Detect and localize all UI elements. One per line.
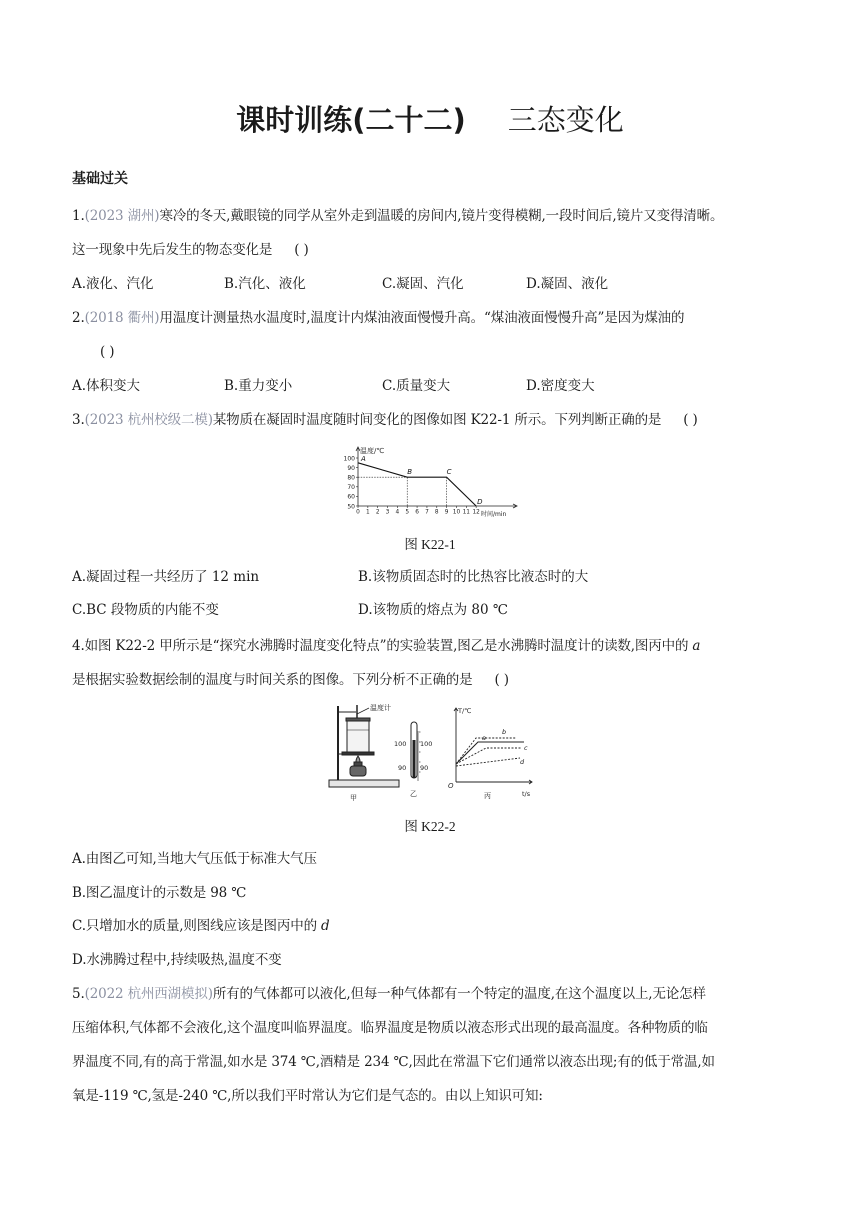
- chart-point-label-b: B: [407, 468, 413, 477]
- chart-y-tick-label: 60: [347, 493, 355, 501]
- temperature-time-graph: [454, 708, 532, 784]
- q1-answer-blank: ( ): [294, 242, 309, 258]
- q3-option-d[interactable]: D.该物质的熔点为 80 ℃: [358, 602, 508, 618]
- chart-series-line: [358, 463, 476, 506]
- chart-x-tick-label: 0: [356, 509, 360, 516]
- wire-gauze: [342, 752, 374, 755]
- therm-tick-100-right: 100: [420, 740, 433, 748]
- curve-c-label: c: [524, 744, 528, 752]
- q5-line1: [72, 984, 706, 1004]
- figure-k22-2-caption: 图 K22-2: [404, 819, 456, 834]
- q4-option-c-var: d: [320, 918, 330, 934]
- q1-line1: [72, 206, 723, 226]
- q1-source: (2023 湖州): [84, 208, 160, 224]
- q5-number: 5.: [72, 986, 85, 1002]
- chart-x-tick-label: 9: [444, 509, 449, 516]
- q1-number: 1.: [72, 208, 85, 224]
- curve-a: [456, 742, 524, 764]
- q3-text: 某物质在凝固时温度随时间变化的图像如图 K22-1 所示。下列判断正确的是: [212, 412, 662, 428]
- curve-a-label: a: [482, 734, 486, 742]
- q3-option-b[interactable]: B.该物质固态时的比热容比液态时的大: [358, 569, 589, 585]
- chart-x-tick-label: 3: [385, 509, 390, 516]
- q5-line4: 氧是-119 ℃,氢是-240 ℃,所以我们平时常认为它们是气态的。由以上知识可知:: [72, 1088, 543, 1104]
- q3-number: 3.: [72, 412, 85, 428]
- chart-x-tick-label: 8: [434, 509, 439, 516]
- q2-text: 用温度计测量热水温度时,温度计内煤油液面慢慢升高。“煤油液面慢慢升高”是因为煤油的: [159, 310, 685, 326]
- alcohol-lamp: [350, 766, 366, 776]
- q2-option-b[interactable]: B.重力变小: [224, 378, 293, 394]
- figure-k22-1-chart: [338, 444, 520, 520]
- q1-text: 寒冷的冬天,戴眼镜的同学从室外走到温暖的房间内,镜片变得模糊,一段时间后,镜片又变得清晰。: [159, 208, 724, 224]
- chart-y-tick-label: 70: [347, 484, 355, 492]
- figure-k22-2: [326, 700, 536, 802]
- q4-line1: [72, 636, 700, 656]
- experiment-apparatus: [329, 705, 399, 787]
- q4-option-d[interactable]: D.水沸腾过程中,持续吸热,温度不变: [72, 952, 282, 968]
- beaker: [347, 721, 369, 752]
- q5-source: (2022 杭州西湖模拟): [84, 986, 213, 1002]
- chart-y-tick-label: 100: [343, 455, 355, 463]
- chart-x-axis-label: 时间/min: [481, 511, 507, 518]
- label-yi: 乙: [410, 790, 417, 798]
- q4-number: 4.: [72, 638, 85, 654]
- q3-line1: [72, 410, 698, 430]
- chart-x-tick-label: 11: [462, 509, 471, 516]
- q5-line3: 界温度不同,有的高于常温,如水是 374 ℃,酒精是 234 ℃,因此在常温下它们通常以液态出现;有的低于常温,如: [72, 1054, 715, 1070]
- chart-marks: [358, 455, 483, 506]
- curve-b-label: b: [502, 728, 507, 736]
- q3-answer-blank: ( ): [683, 412, 698, 428]
- thermometer-leader: [357, 708, 369, 714]
- label-bing: 丙: [484, 792, 491, 800]
- q3-option-c[interactable]: C.BC 段物质的内能不变: [72, 602, 219, 618]
- q1-option-d[interactable]: D.凝固、液化: [526, 276, 609, 292]
- chart-y-axis-label: 温度/℃: [360, 447, 385, 455]
- q3-option-a[interactable]: A.凝固过程一共经历了 12 min: [72, 569, 260, 585]
- q3-options-row2: [0, 600, 860, 620]
- q2-line1: [72, 308, 684, 328]
- q1-option-b[interactable]: B.汽化、液化: [224, 276, 306, 292]
- chart-x-tick-label: 4: [395, 509, 400, 516]
- thermometer-label: 温度计: [370, 704, 391, 712]
- curve-d-label: d: [520, 758, 525, 766]
- chart-x-tick-label: 12: [472, 509, 480, 516]
- q2-option-c[interactable]: C.质量变大: [382, 378, 451, 394]
- q5-text: 所有的气体都可以液化,但每一种气体都有一个特定的温度,在这个温度以上,无论怎样: [212, 986, 706, 1002]
- q2-number: 2.: [72, 310, 85, 326]
- title-main: 课时训练(二十二): [236, 103, 466, 137]
- label-jia: 甲: [350, 794, 357, 802]
- q2-source: (2018 衢州): [84, 310, 160, 326]
- q3-source: (2023 杭州校级二模): [84, 412, 213, 428]
- chart-y-tick-label: 80: [347, 474, 355, 482]
- title-sub: 三态变化: [507, 103, 624, 137]
- stand-base: [329, 780, 399, 787]
- chart-x-tick-label: 6: [415, 509, 419, 516]
- graph-y-label: T/℃: [458, 707, 472, 715]
- therm-tick-100-left: 100: [394, 740, 407, 748]
- graph-x-label: t/s: [522, 790, 531, 798]
- therm-tick-90-left: 90: [398, 764, 407, 772]
- q1-option-a[interactable]: A.液化、汽化: [72, 276, 154, 292]
- figure-k22-1-caption: 图 K22-1: [404, 537, 456, 552]
- q4-text: 如图 K22-2 甲所示是“探究水沸腾时温度变化特点”的实验装置,图乙是水沸腾时温度计的读数,图丙中的: [84, 638, 689, 654]
- q2-option-a[interactable]: A.体积变大: [72, 378, 141, 394]
- q4-line2: [72, 670, 509, 690]
- chart-point-label-c: C: [446, 468, 452, 477]
- q4-text-cont: 是根据实验数据绘制的温度与时间关系的图像。下列分析不正确的是: [72, 672, 473, 688]
- q4-var-a: a: [692, 638, 701, 654]
- q4-option-c[interactable]: [72, 916, 329, 936]
- q4-answer-blank: ( ): [494, 672, 509, 688]
- chart-x-tick-label: 7: [425, 509, 429, 516]
- q3-options-row1: [0, 567, 860, 587]
- page-title: [0, 100, 860, 140]
- q1-text-cont: 这一现象中先后发生的物态变化是: [72, 242, 273, 258]
- chart-x-tick-label: 2: [375, 509, 380, 516]
- chart-x-tick-label: 10: [452, 509, 461, 516]
- q1-options: [0, 274, 860, 294]
- q4-option-b[interactable]: B.图乙温度计的示数是 98 ℃: [72, 885, 247, 901]
- q1-line2: [72, 240, 309, 260]
- therm-tick-90-right: 90: [420, 764, 429, 772]
- q2-options: [0, 376, 860, 396]
- chart-x-tick-label: 1: [365, 509, 370, 516]
- chart-y-tick-label: 50: [347, 503, 355, 511]
- lamp-wick-holder: [354, 762, 362, 766]
- q2-option-d[interactable]: D.密度变大: [526, 378, 595, 394]
- q4-option-a[interactable]: A.由图乙可知,当地大气压低于标准大气压: [72, 851, 317, 867]
- thermometer-column: [413, 740, 416, 778]
- chart-point-label-d: D: [477, 498, 483, 506]
- graph-origin: O: [448, 782, 454, 790]
- q4-option-c-text: C.只增加水的质量,则图线应该是图丙中的: [72, 918, 317, 934]
- q5-line2: 压缩体积,气体都不会液化,这个温度叫临界温度。临界温度是物质以液态形式出现的最高温度。各种物质的临: [72, 1020, 708, 1036]
- section-heading: 基础过关: [72, 171, 128, 187]
- chart-point-label-a: A: [361, 454, 366, 463]
- q1-option-c[interactable]: C.凝固、汽化: [382, 276, 464, 292]
- chart-y-tick-label: 90: [347, 464, 355, 472]
- chart-x-tick-label: 5: [405, 509, 410, 516]
- q2-answer-blank: ( ): [100, 344, 115, 360]
